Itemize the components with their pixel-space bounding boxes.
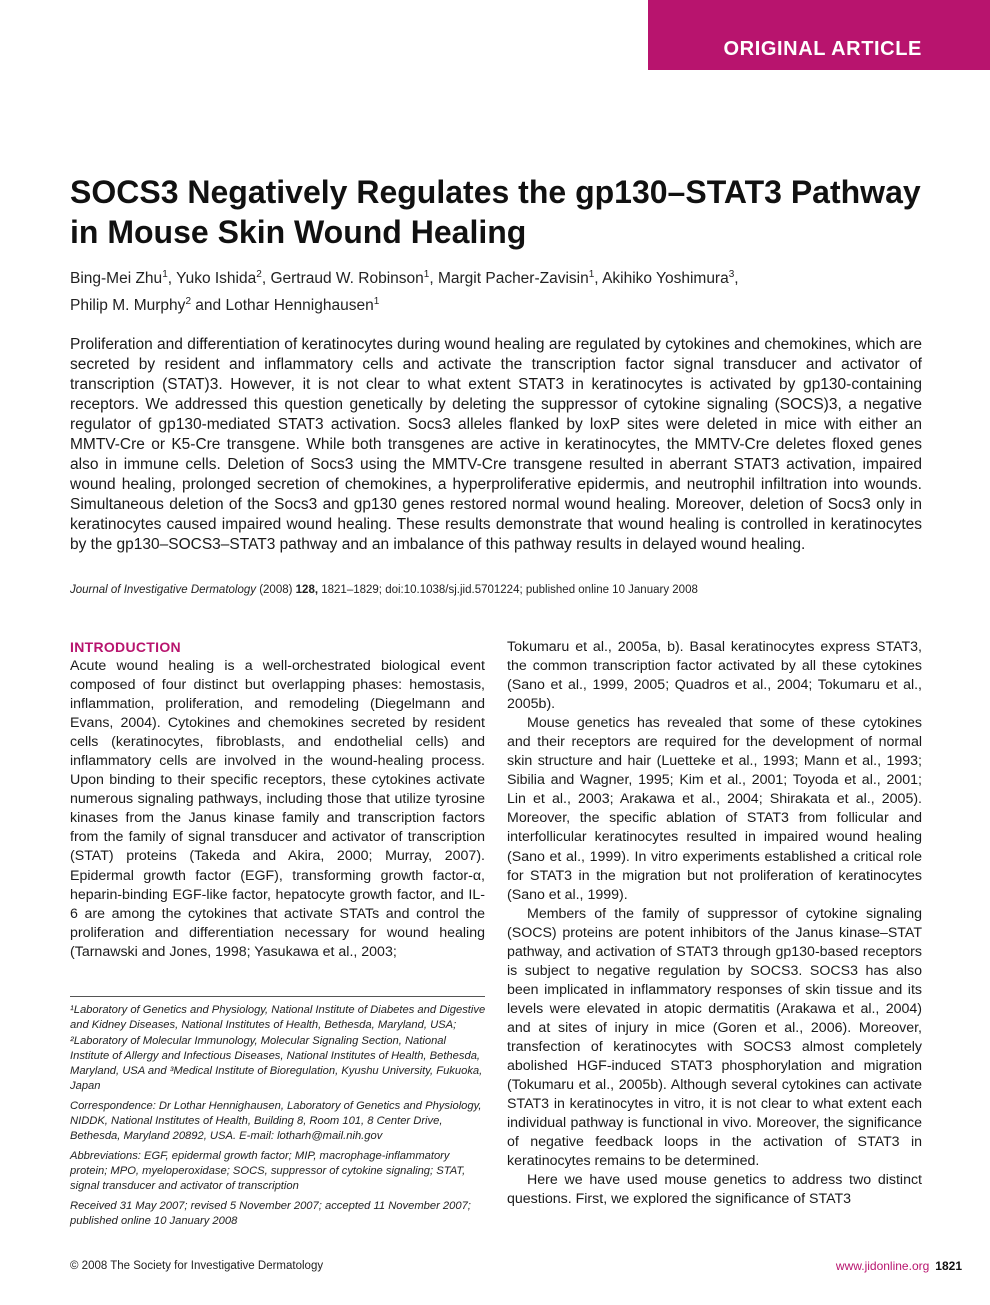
- introduction-heading: INTRODUCTION: [70, 639, 181, 655]
- author-list: [70, 263, 930, 317]
- author-name: Akihiko Yoshimura: [602, 270, 729, 288]
- page-number: 1821: [935, 1259, 962, 1273]
- author-separator: ,: [734, 270, 739, 288]
- dates-footnote: Received 31 May 2007; revised 5 November 2007; accepted 11 November 2007; published online 10 January 2008: [70, 1199, 471, 1227]
- author-affiliation-mark: 1: [162, 269, 168, 280]
- right-column: [507, 638, 922, 1209]
- correspondence-footnote: Correspondence: Dr Lothar Hennighausen, Laboratory of Genetics and Physiology, NIDDK, National Institutes of Health, Building 8, Room 101, 8 Center Drive, Bethesda, Maryland 20892, USA. E-mail: lotharh@mail.nih.gov: [70, 1099, 482, 1143]
- copyright-notice: © 2008 The Society for Investigative Dermatology: [70, 1260, 324, 1272]
- citation-year: (2008): [256, 584, 296, 596]
- journal-name: Journal of Investigative Dermatology: [70, 584, 257, 596]
- footnote-divider: [70, 996, 485, 997]
- citation-line: [70, 584, 930, 596]
- article-type-banner: [648, 0, 990, 70]
- journal-url-link[interactable]: www.jidonline.org: [835, 1259, 930, 1273]
- author-separator: ,: [594, 270, 603, 288]
- author-affiliation-mark: 2: [185, 296, 191, 308]
- author-affiliation-mark: 1: [373, 296, 380, 308]
- citation-volume: 128,: [295, 584, 319, 596]
- author-name: Bing-Mei Zhu: [70, 270, 163, 288]
- page-footer-right: [836, 1259, 962, 1273]
- citation-rest: 1821–1829; doi:10.1038/sj.jid.5701224; published online 10 January 2008: [318, 584, 698, 596]
- author-name: Yuko Ishida: [176, 270, 257, 288]
- author-affiliation-mark: 2: [256, 269, 262, 280]
- intro-paragraph: Acute wound healing is a well-orchestrated biological event composed of four distinct but overlapping phases: hemostasis, inflammation, proliferation, and remodeling (Diegelmann and Evans, 2004). Cytokines and chemokines secreted by resident cells (keratinocytes, fibroblasts, and endothelial cells) and inflammatory cells are involved in the wound-healing process. Upon binding to their specific receptors, these cytokines activate numerous signaling pathways, including those that utilize tyrosine kinases from the Janus kinase family and transcription factors from the family of signal transducer and activator of transcription (STAT) proteins (Takeda and Akira, 2000; Murray, 2007). Epidermal growth factor (EGF), transforming growth factor-α, heparin-binding EGF-like factor, hepatocyte growth factor, and IL-6 are among the cytokines that activate STATs and control the proliferation and differentiation necessary for wound healing (Tarnawski and Jones, 1998; Yasukawa et al., 2003;: [70, 658, 485, 960]
- abstract: Proliferation and differentiation of keratinocytes during wound healing are regulated by cytokines and chemokines, which are secreted by resident and inflammatory cells and activate the transcription factor signal transducer and activator of transcription (STAT)3. However, it is not clear to what extent STAT3 in keratinocytes is activated by gp130-containing receptors. We addressed this question genetically by deleting the suppressor of cytokine signaling (SOCS)3, a negative regulator of gp130-mediated STAT3 activation. Socs3 alleles flanked by loxP sites were deleted in mice with either an MMTV-Cre or K5-Cre transgene. While both transgenes are active in keratinocytes, the MMTV-Cre deletes floxed genes also in immune cells. Deletion of Socs3 using the MMTV-Cre transgene resulted in aberrant STAT3 activation, impaired wound healing, prolonged secretion of chemokines, a hyperproliferative epidermis, and neutrophil infiltration into wounds. Simultaneous deletion of the Socs3 and gp130 genes restored normal wound healing. Moreover, deletion of Socs3 only in keratinocytes caused impaired wound healing. These results demonstrate that wound healing is controlled in keratinocytes by the gp130–SOCS3–STAT3 pathway and an imbalance of this pathway results in delayed wound healing.: [70, 336, 922, 553]
- body-paragraph: Members of the family of suppressor of cytokine signaling (SOCS) proteins are potent inhibitors of the Janus kinase–STAT pathway, and activation of STAT3 through gp130-based receptors is subject to negative regulation by SOCS3. SOCS3 has also been implicated in inflammatory responses of skin tissue and its levels were elevated in atopic dermatitis (Arakawa et al., 2004) and at sites of injury in mice (Goren et al., 2006). Moreover, transfection of keratinocytes with SOCS3 almost completely abolished HGF-induced STAT3 phosphorylation and migration (Tokumaru et al., 2005b). Although several cytokines can activate STAT3 in keratinocytes in vitro, it is not clear to what extent each individual pathway is functional in vivo. Moreover, the significance of negative feedback loops in the activation of STAT3 in keratinocytes remains to be determined.: [507, 905, 922, 1170]
- author-name: Lothar Hennighausen: [225, 297, 374, 315]
- author-affiliation-mark: 3: [728, 269, 735, 280]
- author-separator: and: [191, 297, 226, 315]
- abbreviations-footnote: Abbreviations: EGF, epidermal growth factor; MIP, macrophage-inflammatory protein; MPO, myeloperoxidase; SOCS, suppressor of cytokine signaling; STAT, signal transducer and activator of transcription: [70, 1149, 466, 1193]
- author-separator: ,: [429, 270, 438, 288]
- author-name: Margit Pacher-Zavisin: [437, 270, 589, 288]
- author-name: Gertraud W. Robinson: [270, 270, 424, 288]
- article-title: SOCS3 Negatively Regulates the gp130–STAT3 Pathway in Mouse Skin Wound Healing: [70, 174, 921, 250]
- article-type-label: ORIGINAL ARTICLE: [723, 38, 922, 60]
- author-affiliation-mark: 1: [423, 269, 430, 280]
- footnotes: [70, 1003, 488, 1233]
- author-name: Philip M. Murphy: [70, 297, 186, 315]
- author-affiliation-mark: 1: [588, 269, 595, 280]
- body-paragraph: Here we have used mouse genetics to address two distinct questions. First, we explored the significance of STAT3: [507, 1172, 922, 1208]
- author-separator: ,: [167, 270, 177, 288]
- affiliations-footnote: ¹Laboratory of Genetics and Physiology, National Institute of Diabetes and Digestive and Kidney Diseases, National Institutes of Health, Bethesda, Maryland, USA; ²Laboratory of Molecular Immunology, Molecular Signaling Section, National Institute of Allergy and Infectious Diseases, National Institutes of Health, Bethesda, Maryland, USA and ³Medical Institute of Bioregulation, Kyushu University, Fukuoka, Japan: [70, 1004, 486, 1093]
- body-paragraph: Tokumaru et al., 2005a, b). Basal keratinocytes express STAT3, the common transcription factor activated by all these cytokines (Sano et al., 1999, 2005; Quadros et al., 2004; Tokumaru et al., 2005b).: [507, 639, 922, 713]
- body-paragraph: Mouse genetics has revealed that some of these cytokines and their receptors are required for the development of normal skin structure and hair (Luetteke et al., 1993; Mann et al., 1993; Sibilia and Wagner, 1995; Kim et al., 2001; Toyoda et al., 2001; Lin et al., 2003; Arakawa et al., 2004; Shirakata et al., 2005). Moreover, the specific ablation of STAT3 from follicular and interfollicular keratinocytes resulted in impaired wound healing (Sano et al., 1999). In vitro experiments established a critical role for STAT3 in the migration but not proliferation of keratinocytes (Sano et al., 1999).: [507, 715, 922, 903]
- left-column: [70, 638, 485, 962]
- author-separator: ,: [261, 270, 271, 288]
